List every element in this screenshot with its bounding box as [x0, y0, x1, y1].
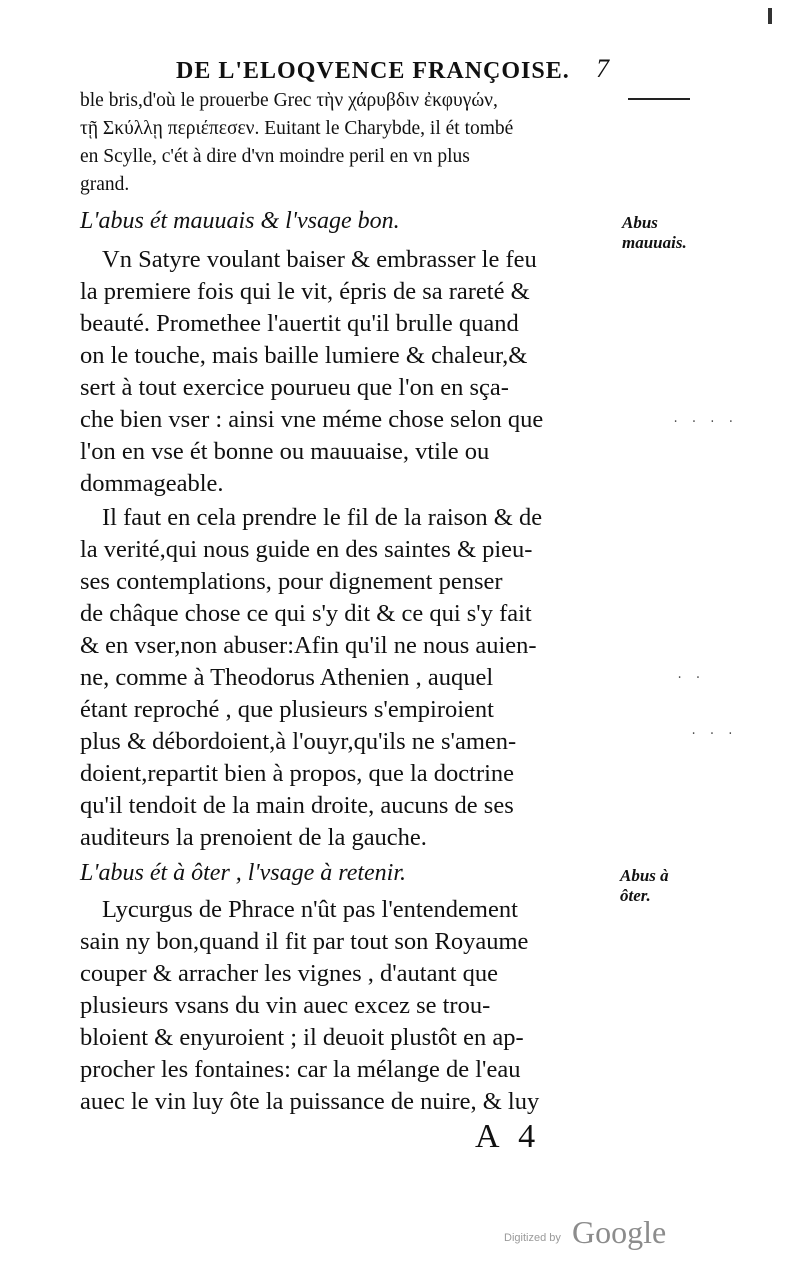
- section-heading: L'abus ét mauuais & l'vsage bon.: [80, 208, 400, 234]
- stray-marks: . .: [676, 668, 704, 682]
- running-title: DE L'ELOQVENCE FRANÇOISE.: [176, 58, 570, 84]
- stray-marks: . . . .: [672, 412, 737, 426]
- text-line: ne, comme à Theodorus Athenien , auquel: [80, 664, 494, 691]
- text-line: auditeurs la prenoient de la gauche.: [80, 824, 427, 851]
- text-line: procher les fontaines: car la mélange de l'eau: [80, 1056, 521, 1083]
- text-line: grand.: [80, 174, 130, 195]
- text-line: dommageable.: [80, 470, 224, 497]
- text-line: auec le vin luy ôte la puissance de nuire, & luy: [80, 1088, 540, 1115]
- text-line: Il faut en cela prendre le fil de la raison & de: [102, 504, 543, 531]
- text-line: doient,repartit bien à propos, que la doctrine: [80, 760, 515, 787]
- paragraph: [80, 504, 620, 860]
- text-line: on le touche, mais baille lumiere & chaleur,&: [80, 342, 528, 369]
- signature-mark: A 4: [475, 1118, 542, 1155]
- text-line: étant reproché , que plusieurs s'empiroient: [80, 696, 494, 723]
- text-line: Lycurgus de Phrace n'ût pas l'entendement: [102, 896, 518, 923]
- text-line: bloient & enyuroient ; il deuoit plustôt en ap-: [80, 1024, 524, 1051]
- text-line: & en vser,non abuser:Afin qu'il ne nous auien-: [80, 632, 537, 659]
- stray-rule: [628, 98, 690, 100]
- text-line: beauté. Promethee l'auertit qu'il brulle quand: [80, 310, 519, 337]
- paragraph: [80, 896, 620, 1126]
- text-line: couper & arracher les vignes , d'autant que: [80, 960, 499, 987]
- text-line: l'on en vse ét bonne ou mauuaise, vtile ou: [80, 438, 490, 465]
- text-line: che bien vser : ainsi vne méme chose selon que: [80, 406, 544, 433]
- text-line: plus & débordoient,à l'ouyr,qu'ils ne s'amen-: [80, 728, 517, 755]
- text-line: τῇ Σκύλλῃ περιέπεσεν. Euitant le Charybde, il ét tombé: [80, 118, 514, 139]
- text-line: la verité,qui nous guide en des saintes & pieu-: [80, 536, 533, 563]
- margin-note: Abus mauuais.: [622, 213, 687, 252]
- text-line: en Scylle, c'ét à dire d'vn moindre peril en vn plus: [80, 146, 470, 167]
- scan-corner-mark: [768, 8, 772, 24]
- page-header: [176, 54, 616, 92]
- text-line: sain ny bon,quand il fit par tout son Royaume: [80, 928, 529, 955]
- section-heading: L'abus ét à ôter , l'vsage à retenir.: [80, 860, 407, 886]
- text-line: ses contemplations, pour dignement penser: [80, 568, 503, 595]
- text-line: Vn Satyre voulant baiser & embrasser le feu: [102, 246, 537, 273]
- text-line: qu'il tendoit de la main droite, aucuns de ses: [80, 792, 514, 819]
- paragraph: [80, 246, 620, 506]
- text-line: la premiere fois qui le vit, épris de sa rareté &: [80, 278, 530, 305]
- margin-note: Abus à ôter.: [620, 866, 669, 905]
- intro-paragraph: [80, 90, 620, 200]
- google-logo: Google: [572, 1214, 667, 1250]
- text-line: ble bris,d'où le prouerbe Grec τὴν χάρυβδιν ἐκφυγών,: [80, 90, 498, 111]
- text-line: plusieurs vsans du vin auec excez se trou-: [80, 992, 491, 1019]
- text-line: de châque chose ce qui s'y dit & ce qui s'y fait: [80, 600, 532, 627]
- text-line: sert à tout exercice pourueu que l'on en sça-: [80, 374, 509, 401]
- stray-marks: . . .: [690, 724, 737, 738]
- digitized-by-label: Digitized by: [504, 1232, 561, 1244]
- page-number: 7: [596, 54, 609, 83]
